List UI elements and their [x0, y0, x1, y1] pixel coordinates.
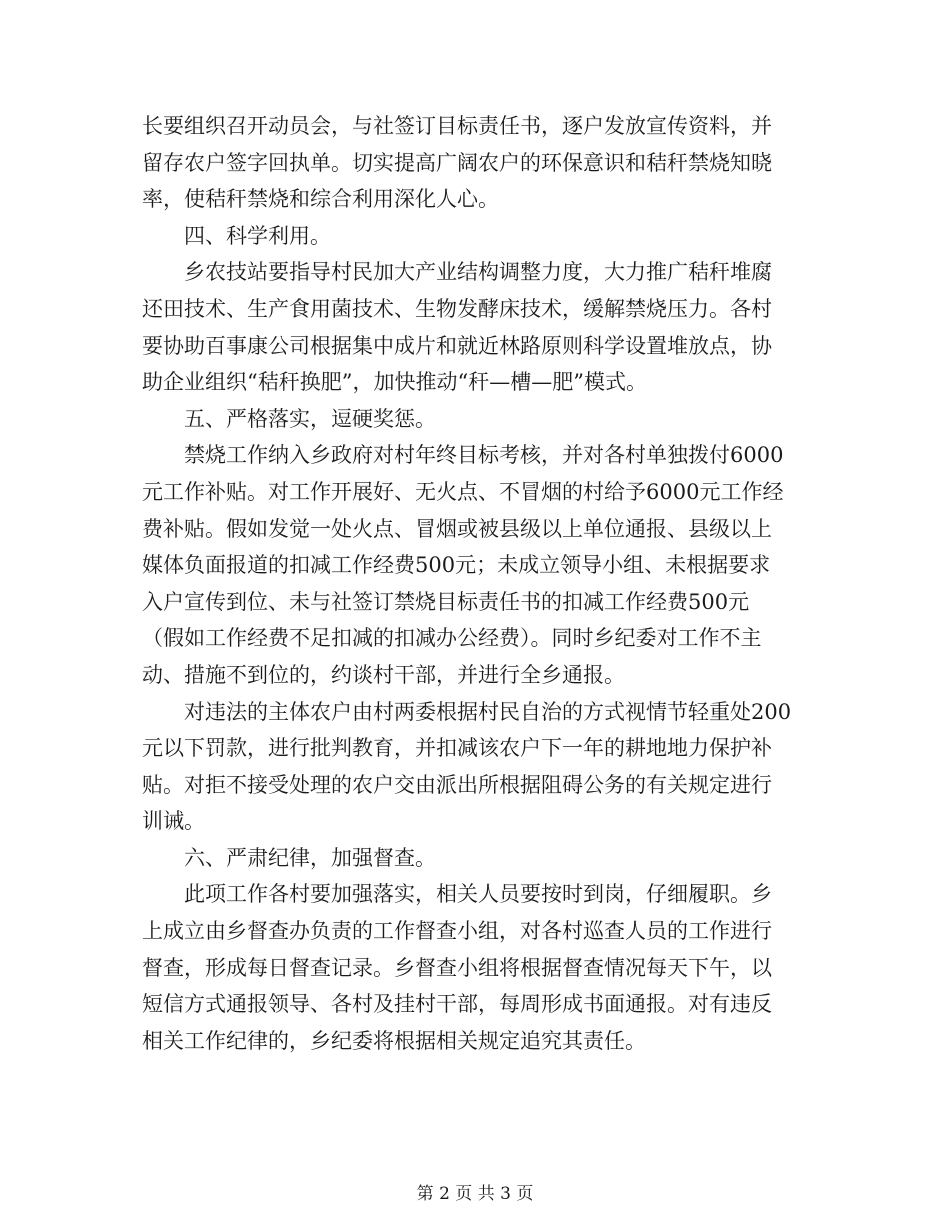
text-line: 此项工作各村要加强落实，相关人员要按时到岗，仔细履职。乡 [142, 882, 772, 907]
text-line: 对违法的主体农户由村两委根据村民自治的方式视情节轻重处200 [142, 699, 792, 724]
section-heading: 五、严格落实，逗硬奖惩。 [142, 406, 436, 431]
text-line: 乡农技站要指导村民加大产业结构调整力度，大力推广秸秆堆腐 [142, 260, 772, 285]
text-line: 费补贴。假如发觉一处火点、冒烟或被县级以上单位通报、县级以上 [142, 516, 772, 541]
text-line: （假如工作经费不足扣减的扣减办公经费）。同时乡纪委对工作不主 [142, 626, 762, 651]
text-line: 动、措施不到位的，约谈村干部，并进行全乡通报。 [142, 662, 625, 687]
text-line: 贴。对拒不接受处理的农户交由派出所根据阻碍公务的有关规定进行 [142, 772, 772, 797]
text-line: 媒体负面报道的扣减工作经费500元；未成立领导小组、未根据要求 [142, 553, 771, 578]
text-line: 元工作补贴。对工作开展好、无火点、不冒烟的村给予6000元工作经 [142, 479, 784, 504]
text-line: 要协助百事康公司根据集中成片和就近林路原则科学设置堆放点，协 [142, 333, 772, 358]
text-line: 短信方式通报领导、各村及挂村干部，每周形成书面通报。对有违反 [142, 992, 772, 1017]
text-line: 入户宣传到位、未与社签订禁烧目标责任书的扣减工作经费500元 [142, 589, 750, 614]
section-heading: 六、严肃纪律，加强督查。 [142, 845, 436, 870]
text-line: 督查，形成每日督查记录。乡督查小组将根据督查情况每天下午，以 [142, 955, 772, 980]
text-line: 留存农户签字回执单。切实提高广阔农户的环保意识和秸秆禁烧知晓 [142, 150, 772, 175]
text-line: 训诫。 [142, 809, 205, 834]
text-line: 助企业组织“秸秆换肥”，加快推动“秆—槽—肥”模式。 [142, 370, 647, 395]
text-line: 禁烧工作纳入乡政府对村年终目标考核，并对各村单独拨付6000 [142, 443, 784, 468]
text-line: 还田技术、生产食用菌技术、生物发酵床技术，缓解禁烧压力。各村 [142, 296, 772, 321]
text-line: 元以下罚款，进行批判教育，并扣减该农户下一年的耕地地力保护补 [142, 736, 772, 761]
section-heading: 四、科学利用。 [142, 223, 331, 248]
page-number-footer: 第 2 页 共 3 页 [416, 1184, 534, 1204]
body-text [142, 108, 802, 1059]
text-line: 长要组织召开动员会，与社签订目标责任书，逐户发放宣传资料，并 [142, 114, 772, 138]
text-line: 上成立由乡督查办负责的工作督查小组，对各村巡查人员的工作进行 [142, 919, 772, 944]
text-line: 率，使秸秆禁烧和综合利用深化人心。 [142, 187, 499, 212]
text-line: 相关工作纪律的，乡纪委将根据相关规定追究其责任。 [142, 1028, 646, 1053]
